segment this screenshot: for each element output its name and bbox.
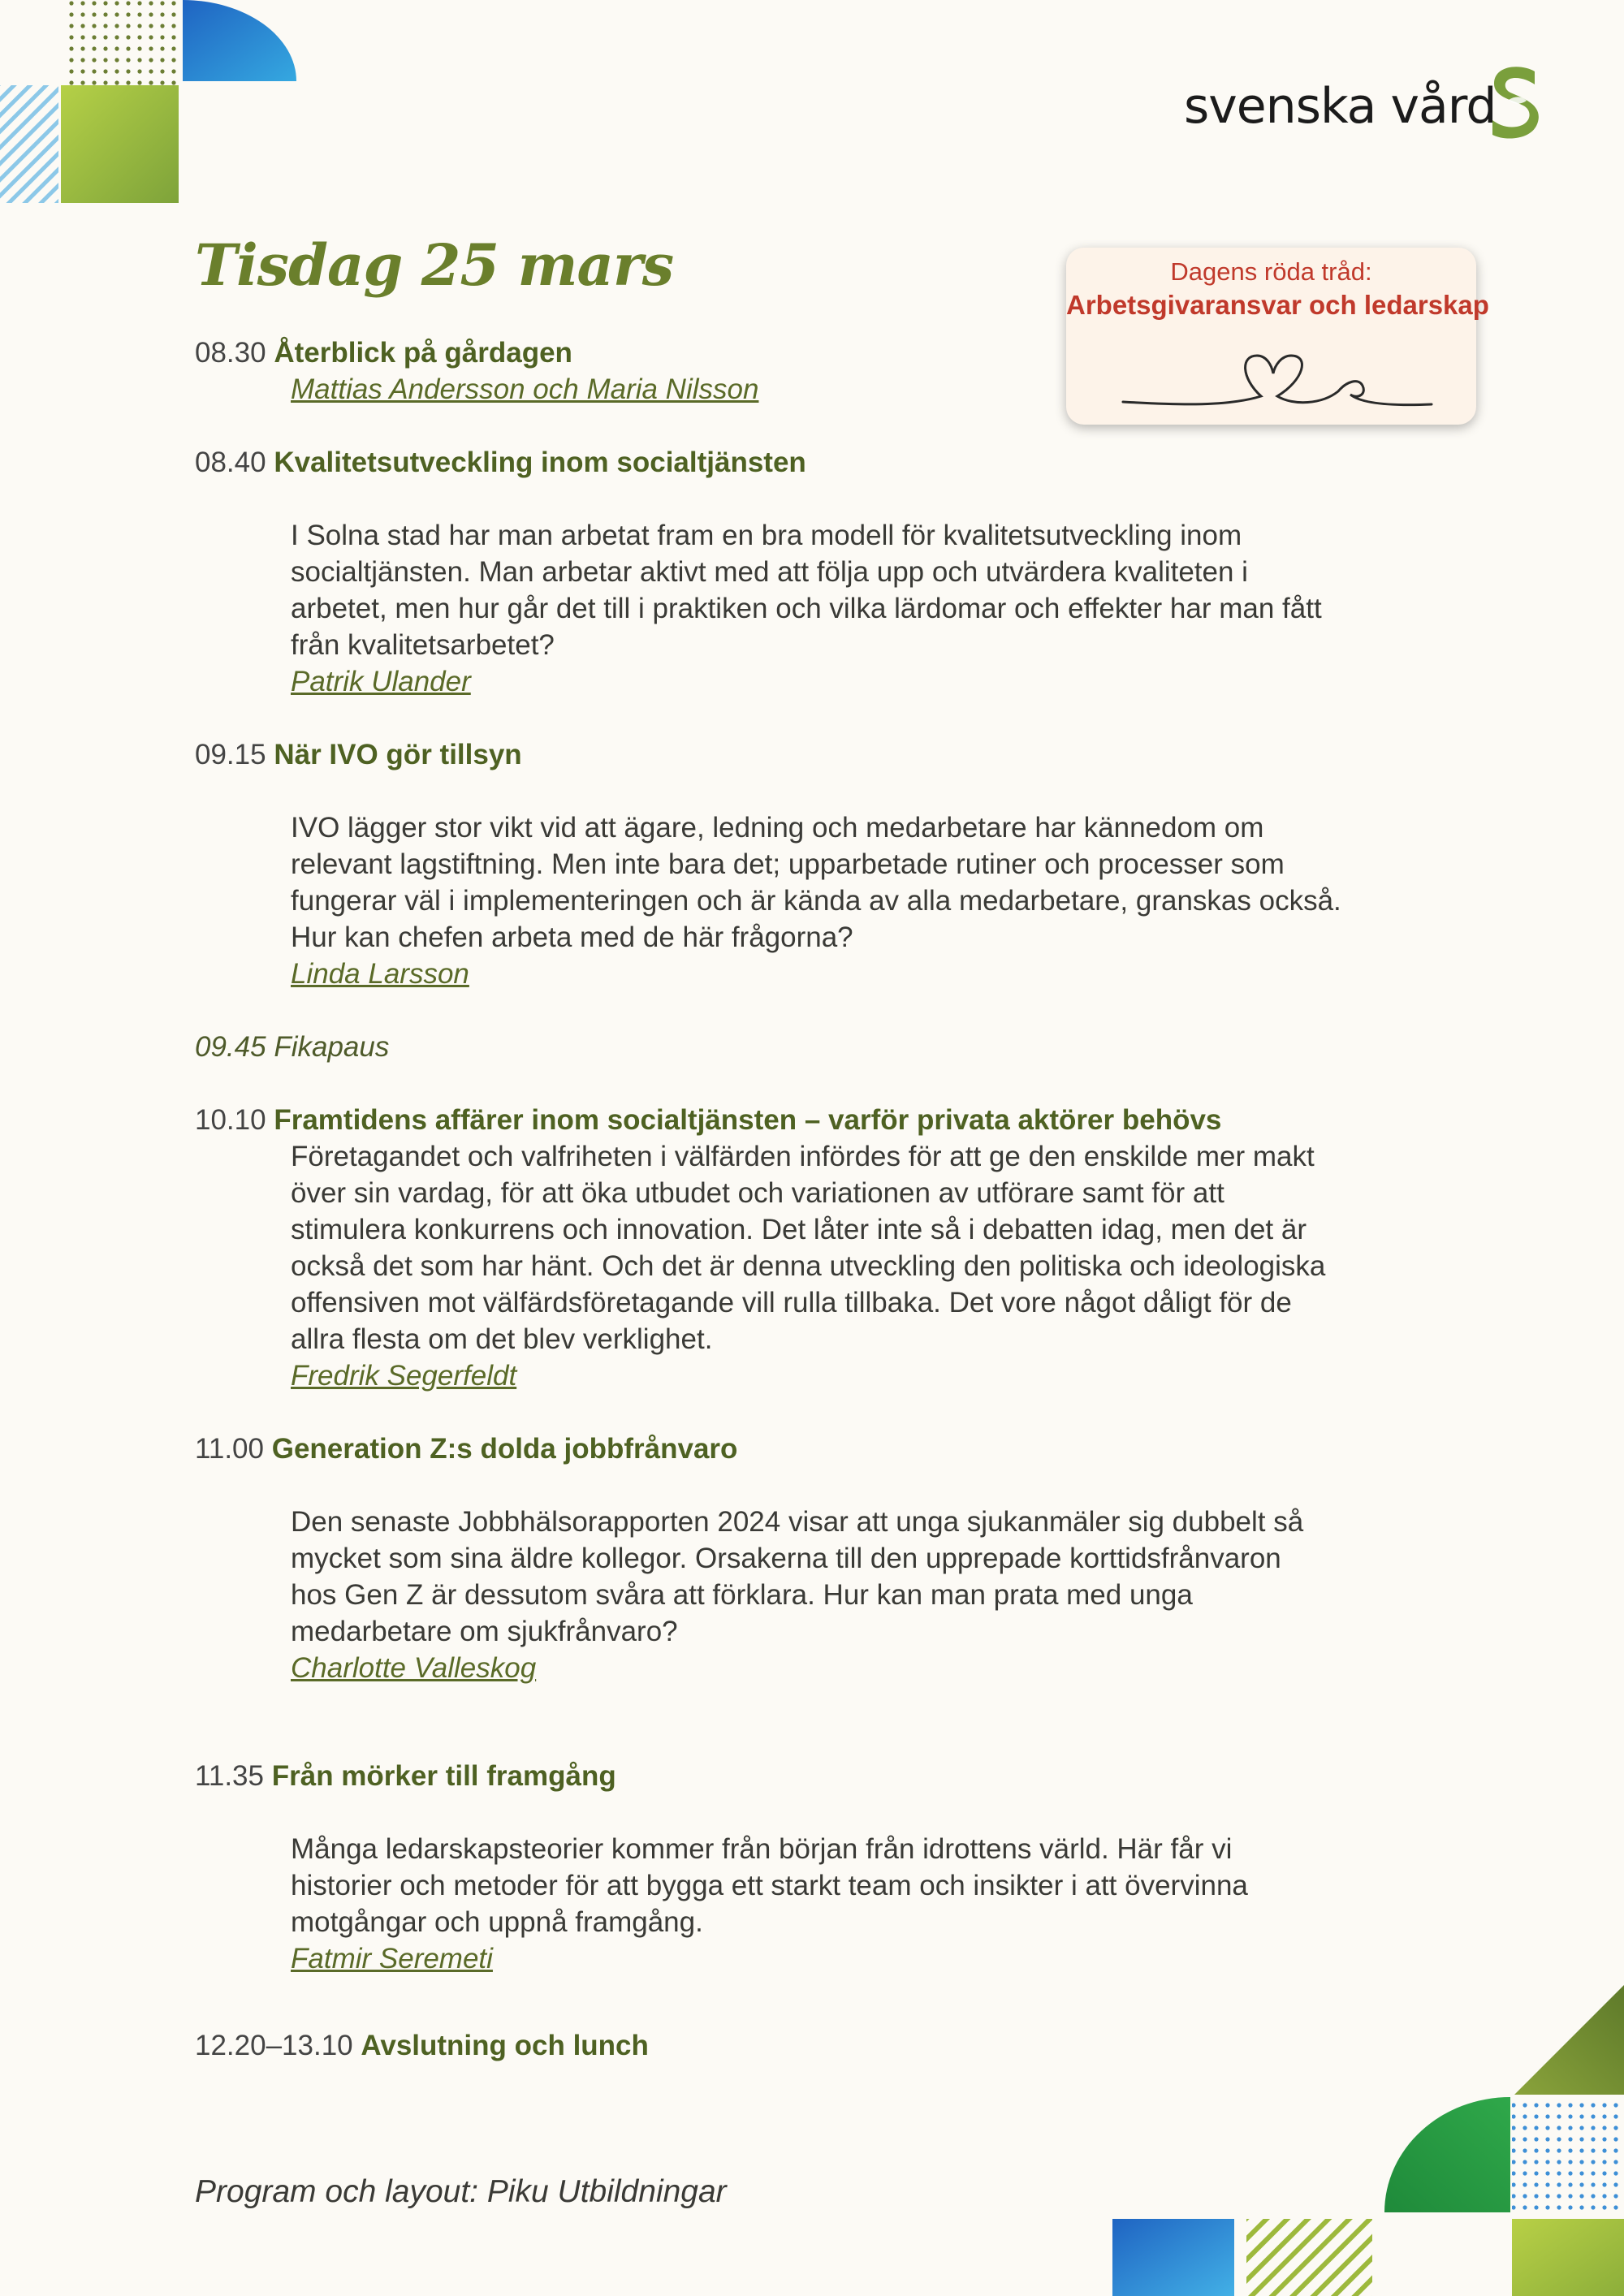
description-line: relevant lagstiftning. Men inte bara det; upparbetade rutiner och processer som: [291, 848, 1285, 880]
session-heading: [195, 334, 1462, 371]
description-line: motgångar och uppnå framgång.: [291, 1906, 703, 1938]
session-description: [291, 1831, 1444, 1940]
svenska-vard-logo: [1184, 63, 1541, 145]
session-time: 09.45: [195, 1031, 266, 1063]
theme-value: Arbetsgivaransvar och ledarskap: [1066, 290, 1489, 320]
session-description: [291, 1504, 1444, 1650]
description-line: socialtjänsten. Man arbetar aktivt med att följa upp och utvärdera kvaliteten i: [291, 556, 1248, 588]
session-0840: [195, 444, 1462, 700]
description-line: hos Gen Z är dessutom svåra att förklara. Hur kan man prata med unga: [291, 1579, 1193, 1611]
break-heading: [195, 1029, 1462, 1065]
speaker-link[interactable]: Charlotte Valleskog: [291, 1652, 537, 1684]
speaker-link[interactable]: Linda Larsson: [291, 958, 469, 990]
session-1135: [195, 1758, 1462, 1977]
break-title: Fikapaus: [274, 1031, 390, 1063]
session-title: Återblick på gårdagen: [274, 337, 572, 369]
footer-credit: Program och layout: Piku Utbildningar: [195, 2174, 727, 2209]
session-time: 11.00: [195, 1433, 264, 1465]
session-description: [291, 517, 1444, 663]
day-title: Tisdag 25 mars: [195, 231, 674, 299]
session-heading: [195, 736, 1462, 773]
description-line: Hur kan chefen arbeta med de här frågorna?: [291, 921, 853, 953]
description-line: Många ledarskapsteorier kommer från början från idrottens värld. Här får vi: [291, 1833, 1233, 1865]
description-line: historier och metoder för att bygga ett starkt team och insikter i att övervinna: [291, 1870, 1248, 1901]
session-heading: [195, 1758, 1462, 1794]
session-title: Framtidens affärer inom socialtjänsten – varför privata aktörer behövs: [274, 1104, 1222, 1136]
description-line: allra flesta om det blev verklighet.: [291, 1323, 713, 1355]
description-line: fungerar väl i implementeringen och är kända av alla medarbetare, granskas också.: [291, 885, 1341, 917]
session-description: [291, 809, 1444, 956]
session-0830: [195, 334, 1462, 408]
description-line: I Solna stad har man arbetat fram en bra modell för kvalitetsutveckling inom: [291, 520, 1242, 551]
description-line: stimulera konkurrens och innovation. Det låter inte så i debatten idag, men det är: [291, 1214, 1307, 1245]
description-line: arbetet, men hur går det till i praktiken och vilka lärdomar och effekter har man fått: [291, 593, 1322, 624]
logo-wordmark: svenska vård: [1184, 78, 1497, 135]
session-time: 10.10: [195, 1104, 266, 1136]
session-time: 11.35: [195, 1760, 264, 1792]
session-title: När IVO gör tillsyn: [274, 739, 522, 770]
description-line: IVO lägger stor vikt vid att ägare, ledning och medarbetare har kännedom om: [291, 812, 1264, 844]
session-time: 12.20–13.10: [195, 2030, 353, 2061]
session-time: 08.40: [195, 447, 266, 478]
speaker-link[interactable]: Fredrik Segerfeldt: [291, 1360, 517, 1392]
description-line: Den senaste Jobbhälsorapporten 2024 visar att unga sjukanmäler sig dubbelt så: [291, 1506, 1304, 1538]
session-title: Från mörker till framgång: [271, 1760, 616, 1792]
session-heading: [195, 1102, 1462, 1138]
theme-label: Dagens röda tråd:: [1170, 257, 1372, 286]
session-time: 08.30: [195, 337, 266, 369]
top-left-decoration: [0, 0, 309, 211]
description-line: över sin vardag, för att öka utbudet och variationen av utförare samt för att: [291, 1177, 1224, 1209]
session-heading: [195, 1431, 1462, 1467]
session-description: [291, 1138, 1444, 1357]
bottom-right-decoration: [1112, 1977, 1624, 2296]
session-heading: [195, 444, 1462, 481]
session-title: Avslutning och lunch: [361, 2030, 649, 2061]
speaker-link[interactable]: Fatmir Seremeti: [291, 1943, 493, 1974]
session-title: Kvalitetsutveckling inom socialtjänsten: [274, 447, 806, 478]
speaker-link[interactable]: Mattias Andersson och Maria Nilsson: [291, 373, 759, 405]
session-title: Generation Z:s dolda jobbfrånvaro: [271, 1433, 738, 1465]
description-line: offensiven mot välfärdsföretagande vill rulla tillbaka. Det vore något dåligt för de: [291, 1287, 1292, 1318]
description-line: medarbetare om sjukfrånvaro?: [291, 1616, 678, 1647]
speaker-link[interactable]: Patrik Ulander: [291, 666, 471, 697]
session-0945-break: [195, 1029, 1462, 1065]
logo-s-icon: [1484, 63, 1545, 140]
description-line: mycket som sina äldre kollegor. Orsakerna till den upprepade korttidsfrånvaron: [291, 1543, 1281, 1574]
description-line: från kvalitetsarbetet?: [291, 629, 555, 661]
session-1010: [195, 1102, 1462, 1394]
session-time: 09.15: [195, 739, 266, 770]
session-0915: [195, 736, 1462, 992]
session-1100: [195, 1431, 1462, 1686]
description-line: också det som har hänt. Och det är denna utveckling den politiska och ideologiska: [291, 1250, 1326, 1282]
description-line: Företagandet och valfriheten i välfärden infördes för att ge den enskilde mer makt: [291, 1141, 1315, 1172]
